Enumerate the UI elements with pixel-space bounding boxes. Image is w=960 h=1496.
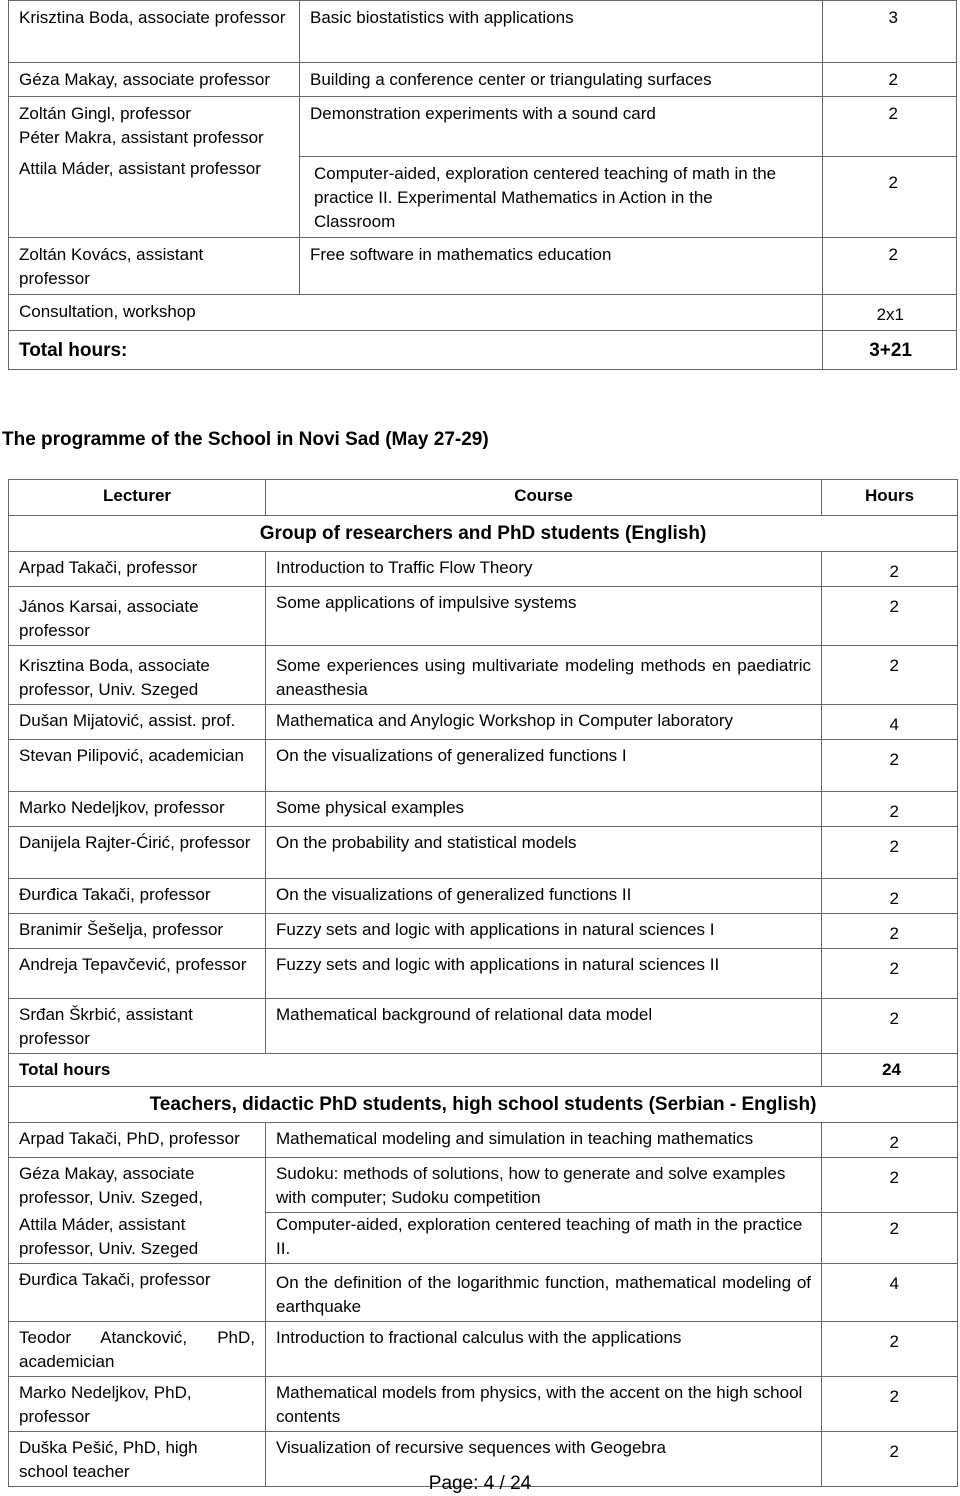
course-cell: Free software in mathematics education (300, 238, 823, 295)
table-row (9, 63, 957, 97)
course-cell: Introduction to Traffic Flow Theory (266, 552, 822, 587)
table-row (9, 1213, 958, 1264)
lecturer-cell: Consultation, workshop (9, 295, 823, 331)
course-cell: Some experiences using multivariate modeling methods en paediatric aneasthesia (266, 646, 822, 705)
lecturer-cell: Andreja Tepavčević, professor (9, 949, 266, 999)
table-row (9, 157, 957, 238)
table-row (9, 238, 957, 295)
group-heading-row (9, 1087, 958, 1123)
hours-cell: 2 (822, 1213, 958, 1264)
lecturer-cell: Branimir Šešelja, professor (9, 914, 266, 949)
lecturer-cell: Dušan Mijatović, assist. prof. (9, 705, 266, 740)
hungarian-lecturers-table (8, 0, 957, 370)
lecturer-cell: Géza Makay, associate professor, Univ. Szeged, (9, 1158, 266, 1213)
lecturer-cell: János Karsai, associate professor (9, 587, 266, 646)
course-cell: Computer-aided, exploration centered teaching of math in the practice II. (266, 1213, 822, 1264)
table-row (9, 949, 958, 999)
hours-cell: 2 (823, 157, 957, 238)
table-row (9, 646, 958, 705)
total-row (9, 1054, 958, 1087)
course-cell: On the visualizations of generalized functions II (266, 879, 822, 914)
lecturer-cell: Arpad Takači, professor (9, 552, 266, 587)
lecturer-cell: Géza Makay, associate professor (9, 63, 300, 97)
hours-cell: 2 (822, 792, 958, 827)
hours-cell: 2 (823, 63, 957, 97)
hours-cell: 2 (822, 1158, 958, 1213)
lecturer-cell: Teodor Atancković, PhD, academician (9, 1322, 266, 1377)
lecturer-cell: Đurđica Takači, professor (9, 879, 266, 914)
table-row (9, 1123, 958, 1158)
lecturer-name: Zoltán Gingl, professor (19, 104, 191, 123)
hours-cell: 2 (822, 827, 958, 879)
total-row (9, 331, 957, 370)
column-header-hours: Hours (822, 480, 958, 516)
hours-cell: 2 (822, 1432, 958, 1487)
hours-cell: 2 (822, 999, 958, 1054)
column-header-lecturer: Lecturer (9, 480, 266, 516)
group-title: Group of researchers and PhD students (English) (9, 516, 958, 552)
lecturer-cell: Krisztina Boda, associate professor (9, 1, 300, 63)
lecturer-cell: Zoltán Kovács, assistant professor (9, 238, 300, 295)
lecturer-cell: Duška Pešić, PhD, high school teacher (9, 1432, 266, 1487)
course-cell: Some physical examples (266, 792, 822, 827)
table-row (9, 1377, 958, 1432)
lecturer-cell: Srđan Škrbić, assistant professor (9, 999, 266, 1054)
group-title: Teachers, didactic PhD students, high school students (Serbian - English) (9, 1087, 958, 1123)
course-cell: Introduction to fractional calculus with the applications (266, 1322, 822, 1377)
table-row (9, 740, 958, 792)
table-row (9, 1264, 958, 1322)
section-title: The programme of the School in Novi Sad (May 27-29) (2, 429, 489, 450)
hours-cell: 2 (822, 552, 958, 587)
hours-cell: 2 (822, 879, 958, 914)
course-cell: Demonstration experiments with a sound card (300, 97, 823, 157)
hours-cell: 2 (822, 914, 958, 949)
table-row (9, 705, 958, 740)
total-label: Total hours (9, 1054, 822, 1087)
course-cell: Sudoku: methods of solutions, how to generate and solve examples with computer; Sudoku competition (266, 1158, 822, 1213)
hours-cell: 4 (822, 1264, 958, 1322)
course-cell: Fuzzy sets and logic with applications in natural sciences I (266, 914, 822, 949)
lecturer-cell: Attila Máder, assistant professor, Univ. Szeged (9, 1213, 266, 1264)
hours-cell: 2 (823, 238, 957, 295)
course-cell: Mathematical background of relational data model (266, 999, 822, 1054)
table-row (9, 1322, 958, 1377)
table-row (9, 827, 958, 879)
course-cell: Building a conference center or triangulating surfaces (300, 63, 823, 97)
novi-sad-programme-table (8, 479, 958, 1487)
lecturer-cell: Krisztina Boda, associate professor, Univ. Szeged (9, 646, 266, 705)
hours-cell: 2 (823, 97, 957, 157)
lecturer-cell: Arpad Takači, PhD, professor (9, 1123, 266, 1158)
lecturer-cell: Attila Máder, assistant professor (9, 157, 300, 238)
header-row (9, 480, 958, 516)
hours-cell: 3 (823, 1, 957, 63)
course-cell: Mathematica and Anylogic Workshop in Computer laboratory (266, 705, 822, 740)
course-cell: Basic biostatistics with applications (300, 1, 823, 63)
hours-cell: 2 (822, 1322, 958, 1377)
hours-cell: 2x1 (823, 295, 957, 331)
course-cell: On the probability and statistical models (266, 827, 822, 879)
column-header-course: Course (266, 480, 822, 516)
lecturer-cell: Marko Nedeljkov, professor (9, 792, 266, 827)
hours-cell: 2 (822, 740, 958, 792)
page-number: Page: 4 / 24 (428, 1473, 532, 1494)
course-cell: Mathematical modeling and simulation in teaching mathematics (266, 1123, 822, 1158)
table-row (9, 587, 958, 646)
lecturer-cell: Stevan Pilipović, academician (9, 740, 266, 792)
hours-cell: 2 (822, 587, 958, 646)
table-row (9, 97, 957, 157)
table-row (9, 552, 958, 587)
course-cell: On the visualizations of generalized functions I (266, 740, 822, 792)
course-cell: Fuzzy sets and logic with applications in natural sciences II (266, 949, 822, 999)
hours-cell: 2 (822, 1123, 958, 1158)
total-value: 24 (822, 1054, 958, 1087)
hours-cell: 2 (822, 646, 958, 705)
hours-cell: 2 (822, 949, 958, 999)
lecturer-cell: Marko Nedeljkov, PhD, professor (9, 1377, 266, 1432)
table-row (9, 999, 958, 1054)
total-value: 3+21 (823, 331, 957, 370)
lecturer-cell: Đurđica Takači, professor (9, 1264, 266, 1322)
table-row (9, 914, 958, 949)
lecturer-name: Péter Makra, assistant professor (19, 128, 264, 147)
course-cell: Visualization of recursive sequences with Geogebra (266, 1432, 822, 1487)
hours-cell: 4 (822, 705, 958, 740)
lecturer-cell: Danijela Rajter-Ćirić, professor (9, 827, 266, 879)
table-row (9, 295, 957, 331)
table-row (9, 1158, 958, 1213)
total-label: Total hours: (9, 331, 823, 370)
course-cell: Computer-aided, exploration centered teaching of math in the practice II. Experimental Mathematics in Action in the Classroom (300, 157, 823, 238)
group-heading-row (9, 516, 958, 552)
course-cell: Mathematical models from physics, with the accent on the high school contents (266, 1377, 822, 1432)
hours-cell: 2 (822, 1377, 958, 1432)
lecturer-cell (9, 97, 300, 157)
course-cell: Some applications of impulsive systems (266, 587, 822, 646)
course-cell: On the definition of the logarithmic function, mathematical modeling of earthquake (266, 1264, 822, 1322)
table-row (9, 792, 958, 827)
table-row (9, 879, 958, 914)
table-row (9, 1, 957, 63)
